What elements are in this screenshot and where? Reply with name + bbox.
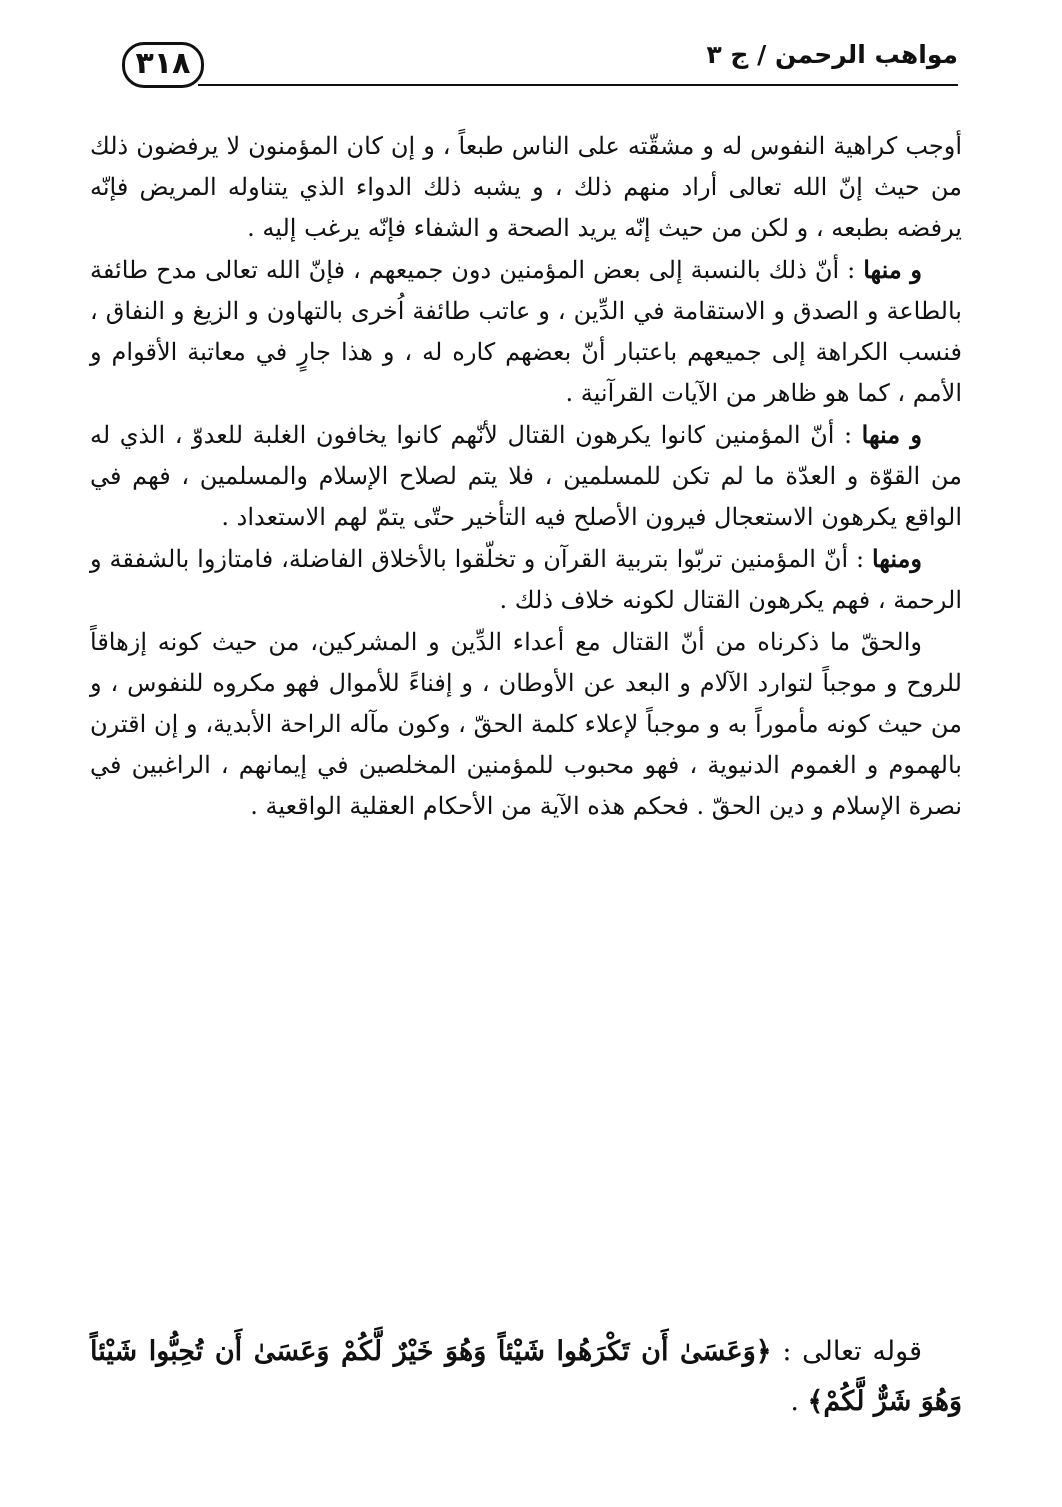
verse-end: . (790, 1386, 808, 1417)
paragraph-lead: و منها (863, 255, 923, 284)
paragraph-text: : أنّ المؤمنين تربّوا بتربية القرآن و تخلّقوا بالأخلاق الفاضلة، فامتازوا بالشفقة و الرحمة ، فهم يكرهون القتال لكونه خلاف ذلك . (90, 545, 962, 614)
page-number: ٣١٨ (122, 42, 204, 88)
paragraph-1 (90, 125, 962, 249)
paragraph-text: أوجب كراهية النفوس له و مشقّته على الناس طبعاً ، و إن كان المؤمنون لا يرفضون ذلك من حيث إنّ الله تعالى أراد منهم ذلك ، و يشبه ذلك الدواء الذي يتناوله المريض فإنّه يرفضه بطبعه ، و لكن من حيث إنّه يريد الصحة و الشفاء فإنّه يرغب إليه . (90, 132, 962, 242)
body-text (90, 125, 962, 827)
paragraph-text: والحقّ ما ذكرناه من أنّ القتال مع أعداء الدِّين و المشركين، من حيث كونه إزهاقاً للروح و موجباً لتوارد الآلام و البعد عن الأوطان ، و إفناءً للأموال فهو مكروه للنفوس ، و من حيث كونه مأموراً به و موجباً لإعلاء كلمة الحقّ ، وكون مآله الراحة الأبدية، و إن اقترن بالهموم و الغموم الدنيوية ، فهو محبوب للمؤمنين المخلصين في إيمانهم ، الراغبين في نصرة الإسلام و دين الحقّ . فحكم هذه الآية من الأحكام العقلية الواقعية . (90, 628, 962, 820)
paragraph-2 (90, 249, 962, 414)
verse-intro: قوله تعالى : (771, 1336, 922, 1367)
paragraph-5 (90, 621, 962, 827)
book-title: مواهب الرحمن / ج ٣ (706, 40, 958, 69)
paragraph-text: : أنّ ذلك بالنسبة إلى بعض المؤمنين دون جميعهم ، فإنّ الله تعالى مدح طائفة بالطاعة و الصدق و الاستقامة في الدِّين ، و عاتب طائفة اُخرى بالتهاون و الزيغ و النفاق ، فنسب الكراهة إلى جميعهم باعتبار أنّ بعضهم كاره له ، و هذا جارٍ في معاتبة الأقوام و الأمم ، كما هو ظاهر من الآيات القرآنية . (90, 256, 962, 407)
header-rule (198, 84, 958, 86)
quran-verse: ﴿وَعَسَىٰ أَن تَكْرَهُوا شَيْئاً وَهُوَ خَيْرٌ لَّكُمْ وَعَسَىٰ أَن تُحِبُّوا شَيْئاً وَهُوَ شَرٌّ لَّكُمْ﴾ (90, 1336, 962, 1417)
paragraph-text: : أنّ المؤمنين كانوا يكرهون القتال لأنّهم كانوا يخافون الغلبة للعدوّ ، الذي له من القوّة و العدّة ما لم تكن للمسلمين ، فلا يتم لصلاح الإسلام والمسلمين ، فهم في الواقع يكرهون الاستعجال فيرون الأصلح فيه التأخير حتّى يتمّ لهم الاستعداد . (90, 421, 962, 531)
paragraph-lead: ومنها (871, 544, 922, 573)
page-header (82, 34, 958, 90)
paragraph-lead: و منها (861, 420, 922, 449)
verse-heading (90, 1327, 962, 1427)
paragraph-4 (90, 538, 962, 621)
paragraph-3 (90, 414, 962, 538)
